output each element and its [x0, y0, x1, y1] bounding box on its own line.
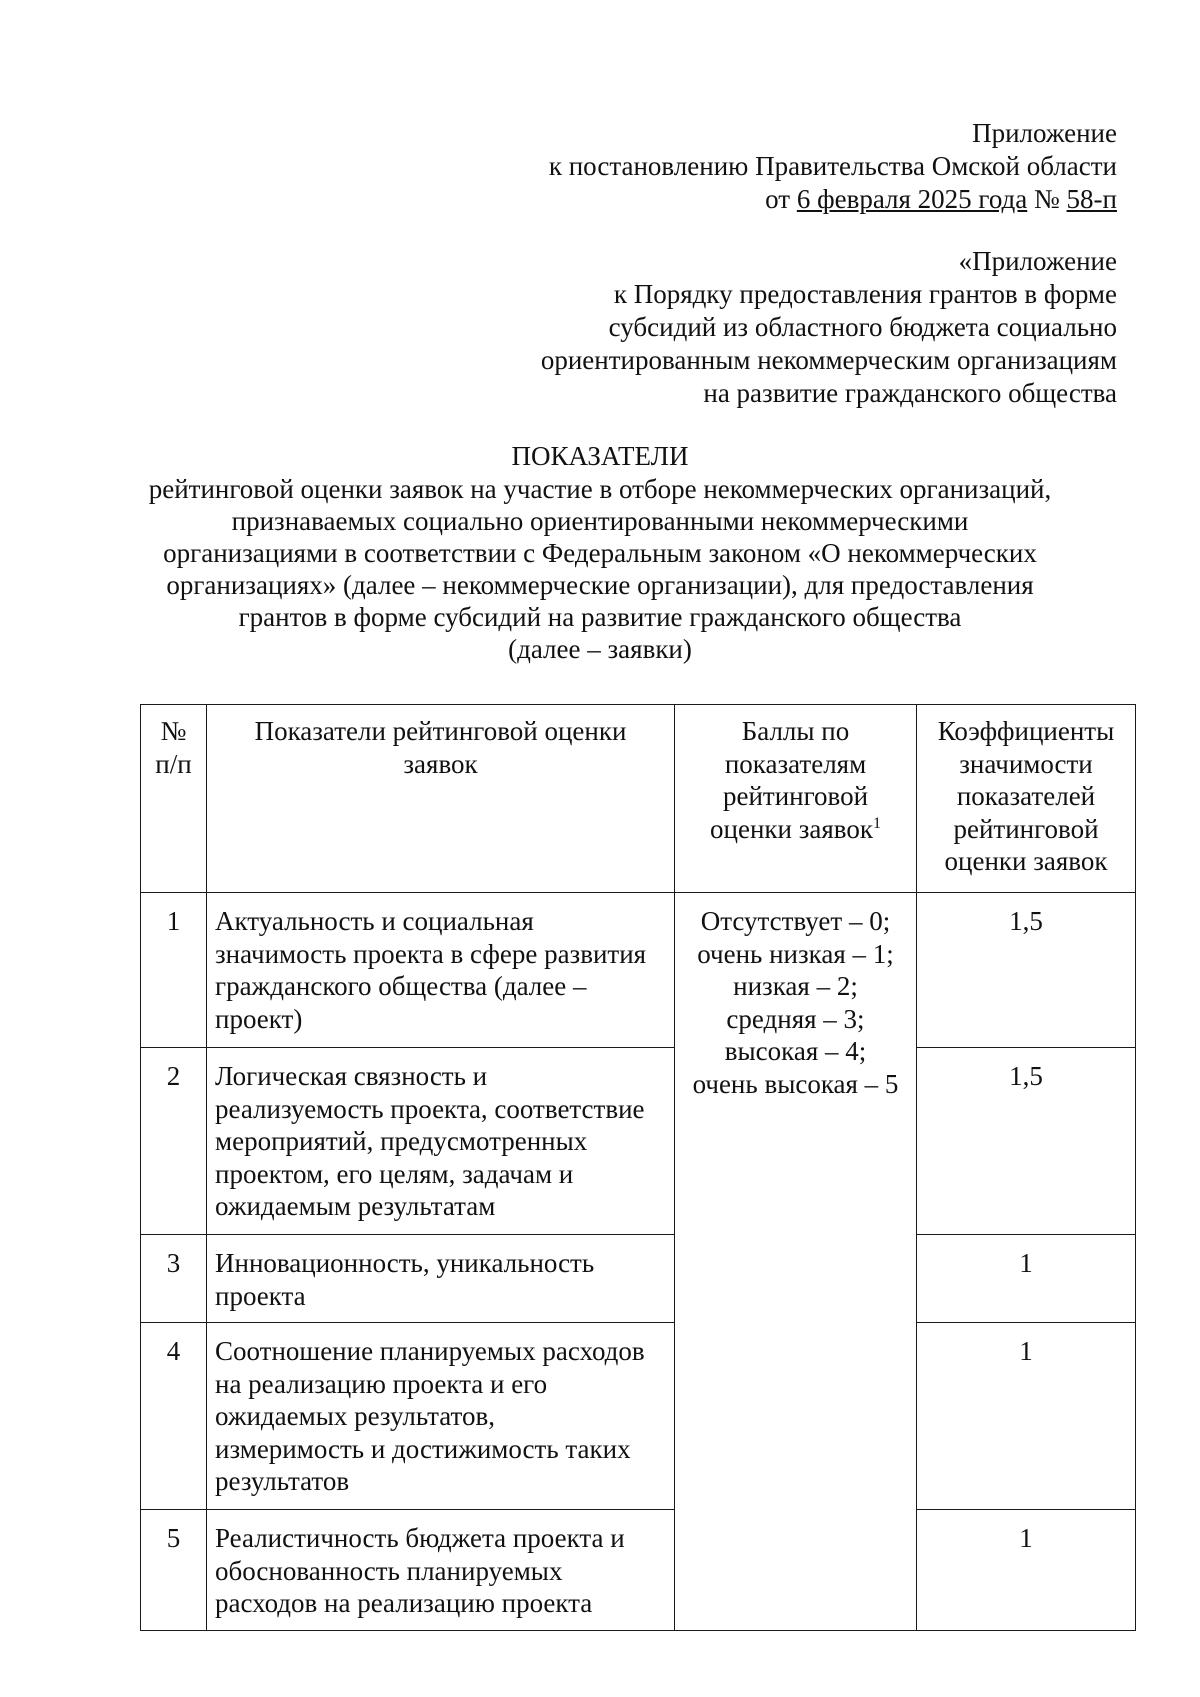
- row-indicator: [207, 1510, 675, 1631]
- row-1-line-1: Актуальность и социальная: [215, 906, 534, 936]
- row-1-line-2: значимость проекта в сфере развития: [215, 938, 647, 969]
- row-coefficient: 1,5: [917, 893, 1136, 1048]
- row-number: 4: [141, 1323, 207, 1510]
- row-coefficient: 1: [917, 1323, 1136, 1510]
- appendix-header: [549, 117, 1117, 216]
- header-coef-line-5: оценки заявок: [944, 846, 1108, 876]
- subtitle-line-4: организациях» (далее – некоммерческие организации), для предоставления: [166, 570, 1034, 600]
- row-coefficient: 1: [917, 1510, 1136, 1631]
- row-coefficient: 1: [917, 1235, 1136, 1323]
- row-1-line-4: проект): [215, 1003, 303, 1034]
- header-scores-line-2: показателям: [724, 748, 867, 779]
- order-reference-line-2: субсидий из областного бюджета социально: [608, 312, 1117, 342]
- row-4-line-1: Соотношение планируемых расходов: [215, 1336, 645, 1366]
- row-2-line-5: ожидаемым результатам: [215, 1191, 496, 1221]
- subtitle-line-3: организациями в соответствии с Федеральным законом «О некоммерческих: [163, 538, 1037, 568]
- header-coef-line-3: показателей: [956, 781, 1096, 811]
- table-row: [141, 1048, 1136, 1235]
- subtitle-line-6: (далее – заявки): [508, 634, 692, 664]
- row-3-line-1: Инновационность, уникальность: [215, 1248, 595, 1278]
- row-5-line-3: расходов на реализацию проекта: [215, 1588, 593, 1618]
- order-reference-line-4: на развитие гражданского общества: [703, 378, 1117, 408]
- row-4-line-5: результатов: [215, 1466, 350, 1496]
- subtitle-line-2: признаваемых социально ориентированными некоммерческими: [231, 506, 969, 536]
- score-absent: Отсутствует – 0;: [700, 906, 891, 936]
- row-2-line-3: мероприятий, предусмотренных: [215, 1126, 588, 1156]
- document-subtitle: [140, 473, 1060, 665]
- score-medium: средняя – 3;: [726, 1003, 865, 1034]
- row-number: 5: [141, 1510, 207, 1631]
- row-indicator: [207, 1048, 675, 1235]
- order-appendix-label: «Приложение: [958, 246, 1117, 276]
- indicators-table: [140, 704, 1136, 1631]
- table-row: [141, 1235, 1136, 1323]
- subtitle-line-1: рейтинговой оценки заявок на участие в отборе некоммерческих организаций,: [148, 474, 1052, 504]
- header-number: [141, 705, 207, 893]
- number-sign: №: [1027, 184, 1067, 214]
- resolution-date-line: [549, 183, 1117, 216]
- row-indicator: [207, 1323, 675, 1510]
- order-appendix-header: [541, 245, 1117, 410]
- header-coefficients: [917, 705, 1136, 893]
- table-row: [141, 1323, 1136, 1510]
- order-reference-line-1: к Порядку предоставления грантов в форме: [613, 279, 1117, 309]
- row-indicator: [207, 893, 675, 1048]
- table-row: [141, 893, 1136, 1048]
- row-4-line-4: измеримость и достижимость таких: [215, 1433, 631, 1464]
- subtitle-line-5: грантов в форме субсидий на развитие гражданского общества: [238, 602, 962, 632]
- header-number-sign: №: [160, 716, 187, 746]
- resolution-number: 58-п: [1066, 184, 1117, 214]
- table-header-row: [141, 705, 1136, 893]
- row-2-line-1: Логическая связность и: [215, 1061, 488, 1091]
- score-very-low: очень низкая – 1;: [697, 938, 894, 969]
- header-coef-line-2: значимости: [959, 748, 1093, 779]
- row-2-line-4: проектом, его целям, задачам и: [215, 1158, 574, 1189]
- resolution-date: 6 февраля 2025 года: [796, 184, 1028, 214]
- header-indicator-line-1: Показатели рейтинговой оценки: [254, 716, 627, 746]
- header-coef-line-4: рейтинговой: [953, 813, 1099, 844]
- table-row: [141, 1510, 1136, 1631]
- row-5-line-2: обоснованность планируемых: [215, 1555, 563, 1586]
- header-indicator: [207, 705, 675, 893]
- header-scores-line-4: [681, 813, 910, 846]
- date-prefix: от: [765, 184, 797, 214]
- row-number: 3: [141, 1235, 207, 1323]
- score-high: высокая – 4;: [724, 1036, 867, 1066]
- row-number: 2: [141, 1048, 207, 1235]
- score-low: низкая – 2;: [733, 971, 858, 1001]
- order-reference-line-3: ориентированным некоммерческим организациям: [540, 345, 1117, 375]
- header-scores-line-3: рейтинговой: [722, 781, 869, 811]
- footnote-marker: 1: [872, 814, 881, 832]
- row-4-line-2: на реализацию проекта и его: [215, 1368, 548, 1399]
- resolution-reference: к постановлению Правительства Омской области: [548, 151, 1117, 181]
- document-title: ПОКАЗАТЕЛИ: [511, 441, 689, 471]
- row-5-line-1: Реалистичность бюджета проекта и: [215, 1523, 625, 1553]
- header-number-label: п/п: [155, 748, 192, 779]
- row-3-line-2: проекта: [215, 1280, 306, 1311]
- row-indicator: [207, 1235, 675, 1323]
- header-scores: [675, 705, 917, 893]
- header-scores-text: оценки заявок: [710, 813, 873, 844]
- row-2-line-2: реализуемость проекта, соответствие: [215, 1093, 645, 1124]
- row-number: 1: [141, 893, 207, 1048]
- header-coef-line-1: Коэффициенты: [937, 716, 1115, 746]
- row-4-line-3: ожидаемых результатов,: [215, 1401, 495, 1431]
- header-scores-line-1: Баллы по: [741, 716, 850, 746]
- score-very-high: очень высокая – 5: [692, 1068, 899, 1099]
- row-coefficient: 1,5: [917, 1048, 1136, 1235]
- scores-cell: [675, 893, 917, 1631]
- row-1-line-3: гражданского общества (далее –: [215, 971, 587, 1001]
- header-indicator-line-2: заявок: [403, 748, 478, 779]
- appendix-label: Приложение: [972, 118, 1117, 148]
